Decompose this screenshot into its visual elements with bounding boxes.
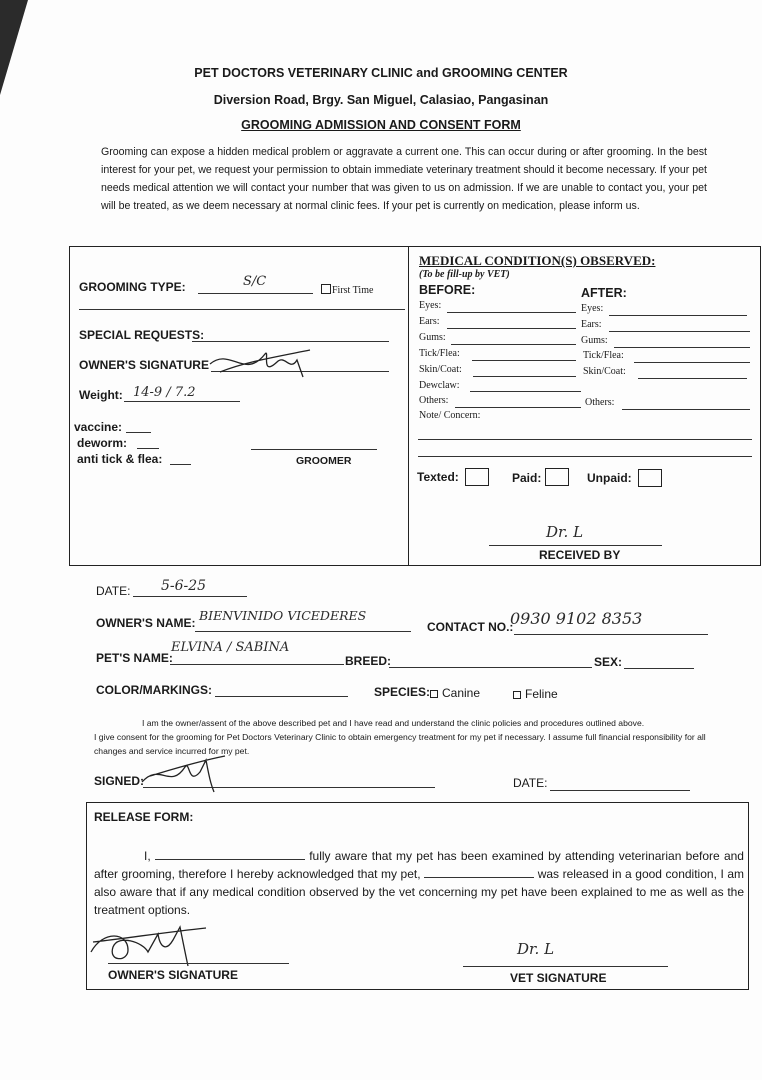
checkbox-icon: [513, 691, 521, 699]
release-owner-signature-scribble: [88, 922, 208, 967]
owner-signature-scribble: [205, 342, 315, 382]
release-owner-sig-label: OWNER'S SIGNATURE: [108, 968, 238, 982]
pet-name-line: [170, 664, 344, 665]
release-owner-blank: [155, 848, 305, 860]
release-text-a: I,: [144, 849, 151, 863]
date-label: DATE:: [96, 584, 131, 598]
received-by-line: [489, 545, 662, 546]
first-time-label: First Time: [332, 285, 374, 296]
before-ears-line: [447, 328, 576, 329]
groomer-label: GROOMER: [296, 455, 352, 467]
antitick-label: anti tick & flea:: [77, 452, 163, 466]
vet-signature-line: [463, 966, 668, 967]
owner-name-label: OWNER'S NAME:: [96, 616, 196, 630]
owner-signature-label: OWNER'S SIGNATURE: [79, 358, 209, 372]
contact-value: 0930 9102 8353: [510, 609, 643, 628]
special-requests-label: SPECIAL REQUESTS:: [79, 328, 205, 342]
before-dewclaw-line: [470, 391, 581, 392]
consent-date-label: DATE:: [513, 776, 548, 790]
note-line-2: [418, 456, 752, 457]
before-gums-line: [451, 344, 576, 345]
grooming-box: [69, 246, 761, 566]
release-owner-line: [108, 963, 289, 964]
after-gums-line: [614, 347, 750, 348]
owner-name-value: BIENVINIDO VICEDERES: [199, 608, 367, 623]
canine-label: Canine: [442, 686, 481, 700]
after-eyes-label: Eyes:: [581, 303, 604, 314]
grooming-type-line-2: [79, 309, 405, 310]
after-ears-label: Ears:: [581, 319, 602, 330]
release-text-b: fully aware that my pet has been examined by attending veterinarian before and after grooming, therefore I hereby acknowledged that my pet,: [94, 849, 744, 881]
after-others-line: [622, 409, 750, 410]
weight-line: [124, 401, 240, 402]
clinic-name: PET DOCTORS VETERINARY CLINIC and GROOMING CENTER: [194, 66, 568, 80]
note-line-1: [418, 439, 752, 440]
after-tickflea-line: [634, 362, 750, 363]
date-line: [133, 596, 247, 597]
sex-line: [624, 668, 694, 669]
pet-name-label: PET'S NAME:: [96, 651, 173, 665]
before-eyes-label: Eyes:: [419, 300, 442, 311]
grooming-type-line: [198, 293, 313, 294]
grooming-type-value: S/C: [243, 274, 267, 289]
after-skincoat-label: Skin/Coat:: [583, 366, 626, 377]
before-eyes-line: [447, 312, 576, 313]
after-gums-label: Gums:: [581, 335, 608, 346]
consent-date-line: [550, 790, 690, 791]
vet-sig-label: VET SIGNATURE: [510, 971, 607, 985]
form-title: GROOMING ADMISSION AND CONSENT FORM: [241, 118, 521, 132]
unpaid-checkbox[interactable]: [638, 469, 662, 487]
medical-title: MEDICAL CONDITION(S) OBSERVED:: [419, 253, 656, 268]
received-by-label: RECEIVED BY: [539, 548, 621, 562]
after-tickflea-label: Tick/Flea:: [583, 350, 624, 361]
deworm-line: [137, 448, 159, 449]
feline-option[interactable]: [513, 687, 558, 701]
signed-label: SIGNED:: [94, 774, 145, 788]
before-gums-label: Gums:: [419, 332, 446, 343]
release-pet-blank: [424, 866, 534, 878]
grooming-type-label: GROOMING TYPE:: [79, 280, 186, 294]
feline-label: Feline: [525, 687, 558, 701]
before-ears-label: Ears:: [419, 316, 440, 327]
species-label: SPECIES:: [374, 685, 431, 699]
date-value: 5-6-25: [161, 578, 207, 594]
consent-signature-scribble: [140, 752, 230, 792]
consent-line-2: I give consent for the grooming for Pet Doctors Veterinary Clinic to obtain emergency treatment for my pet if necessary. I assume full financial responsibility for all changes and service incurred for my pet.: [94, 732, 706, 756]
color-markings-label: COLOR/MARKINGS:: [96, 683, 212, 697]
before-skincoat-label: Skin/Coat:: [419, 364, 462, 375]
paid-checkbox[interactable]: [545, 468, 569, 486]
after-skincoat-line: [638, 378, 747, 379]
checkbox-icon: [430, 690, 438, 698]
before-skincoat-line: [473, 376, 576, 377]
note-concern-label: Note/ Concern:: [419, 410, 481, 421]
canine-option[interactable]: [430, 686, 480, 700]
before-tickflea-line: [472, 360, 576, 361]
before-others-line: [455, 407, 581, 408]
pet-name-value: ELVINA / SABINA: [171, 640, 290, 655]
after-label: AFTER:: [581, 286, 627, 300]
before-dewclaw-label: Dewclaw:: [419, 380, 460, 391]
breed-label: BREED:: [345, 654, 392, 668]
weight-value: 14-9 / 7.2: [133, 385, 196, 400]
texted-checkbox[interactable]: [465, 468, 489, 486]
breed-line: [389, 667, 592, 668]
clinic-address: Diversion Road, Brgy. San Miguel, Calasiao, Pangasinan: [213, 93, 549, 107]
after-eyes-line: [609, 315, 747, 316]
contact-label: CONTACT NO.:: [427, 620, 514, 634]
vaccine-line: [126, 432, 151, 433]
after-ears-line: [609, 331, 750, 332]
weight-label: Weight:: [79, 388, 123, 402]
scan-shadow-corner: [0, 0, 28, 95]
paid-label: Paid:: [512, 471, 542, 485]
before-tickflea-label: Tick/Flea:: [419, 348, 460, 359]
color-markings-line: [215, 696, 348, 697]
before-others-label: Others:: [419, 395, 449, 406]
before-label: BEFORE:: [419, 283, 476, 297]
release-text-c: was released in a good condition, I am also aware that if any medical condition observed by the vet concerning my pet have been explained to me as well as the treatment options.: [94, 867, 744, 917]
vet-signature-value: Dr. L: [517, 940, 555, 958]
texted-label: Texted:: [417, 470, 459, 484]
grooming-box-divider: [408, 246, 409, 565]
unpaid-label: Unpaid:: [587, 471, 632, 485]
after-others-label: Others:: [585, 397, 615, 408]
intro-paragraph: Grooming can expose a hidden medical problem or aggravate a current one. This can occur during or after grooming. In the best interest for your pet, we request your permission to obtain immediate veterinary treatment should it become necessary. If your pet needs medical attention we will contact your number that was given to us on admission. If we are unable to contact you, your pet will be treated, as we deem necessary at normal clinic fees. If your pet is currently on medication, please inform us.: [101, 146, 707, 212]
received-by-value: Dr. L: [546, 523, 584, 541]
consent-line-1: I am the owner/assent of the above described pet and I have read and understand the clinic policies and procedures outlined above.: [142, 718, 645, 728]
vaccine-label: vaccine:: [74, 420, 123, 434]
sex-label: SEX:: [594, 655, 623, 669]
owner-name-line: [195, 631, 411, 632]
release-paragraph: [94, 847, 744, 919]
release-title: RELEASE FORM:: [94, 810, 194, 824]
groomer-line: [251, 449, 377, 450]
checkbox-icon: [321, 284, 331, 294]
contact-line: [514, 634, 708, 635]
deworm-label: deworm:: [77, 436, 128, 450]
antitick-line: [170, 464, 191, 465]
medical-subtitle: (To be fill-up by VET): [419, 269, 510, 280]
first-time-checkbox[interactable]: [321, 284, 373, 296]
